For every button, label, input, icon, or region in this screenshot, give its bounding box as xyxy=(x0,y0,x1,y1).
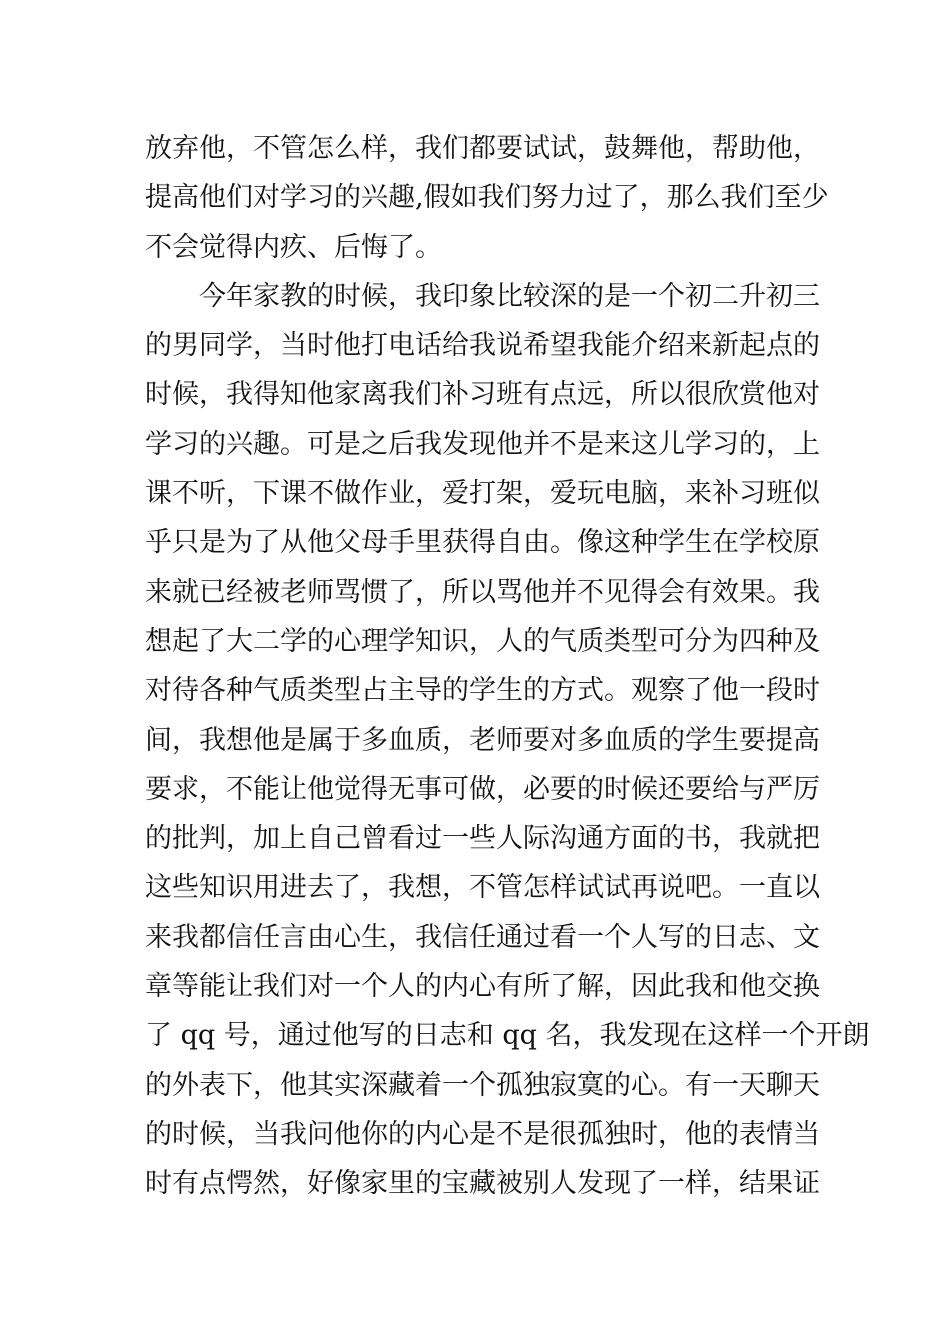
paragraph-line: 想起了大二学的心理学知识，人的气质类型可分为四种及 xyxy=(145,625,820,657)
paragraph-line: 学习的兴趣。可是之后我发现他并不是来这儿学习的，上 xyxy=(145,428,820,460)
paragraph-line: 了 qq 号，通过他写的日志和 qq 名，我发现在这样一个开朗 xyxy=(145,1020,870,1052)
paragraph-line: 间，我想他是属于多血质，老师要对多血质的学生要提高 xyxy=(145,724,820,756)
body-text xyxy=(145,124,870,1209)
paragraph-line: 时有点愕然，好像家里的宝藏被别人发现了一样，结果证 xyxy=(145,1168,820,1200)
paragraph-line: 的时候，当我问他你的内心是不是很孤独时，他的表情当 xyxy=(145,1118,820,1150)
paragraph-line: 的批判，加上自己曾看过一些人际沟通方面的书，我就把 xyxy=(145,823,820,855)
paragraph-line: 来我都信任言由心生，我信任通过看一个人写的日志、文 xyxy=(145,921,820,953)
paragraph-line: 课不听，下课不做作业，爱打架，爱玩电脑，来补习班似 xyxy=(145,478,820,510)
paragraph-line: 要求，不能让他觉得无事可做，必要的时候还要给与严厉 xyxy=(145,773,820,805)
paragraph-line: 不会觉得内疚、后悔了。 xyxy=(145,231,442,263)
paragraph-line: 乎只是为了从他父母手里获得自由。像这种学生在学校原 xyxy=(145,527,820,559)
paragraph-line: 这些知识用进去了，我想，不管怎样试试再说吧。一直以 xyxy=(145,872,820,904)
paragraph-line: 的男同学，当时他打电话给我说希望我能介绍来新起点的 xyxy=(145,330,820,362)
paragraph-line: 放弃他，不管怎么样，我们都要试试，鼓舞他，帮助他， xyxy=(145,133,820,164)
paragraph-line: 对待各种气质类型占主导的学生的方式。观察了他一段时 xyxy=(145,675,820,707)
paragraph-line: 的外表下，他其实深藏着一个孤独寂寞的心。有一天聊天 xyxy=(145,1069,820,1101)
paragraph-line: 章等能让我们对一个人的内心有所了解，因此我和他交换 xyxy=(145,971,820,1003)
paragraph-line: 来就已经被老师骂惯了，所以骂他并不见得会有效果。我 xyxy=(145,576,820,608)
paragraph-line: 时候，我得知他家离我们补习班有点远，所以很欣赏他对 xyxy=(145,379,820,411)
paragraph-line: 提高他们对学习的兴趣,假如我们努力过了，那么我们至少 xyxy=(145,182,829,214)
paragraph-line: 今年家教的时候，我印象比较深的是一个初二升初三 xyxy=(199,280,820,312)
